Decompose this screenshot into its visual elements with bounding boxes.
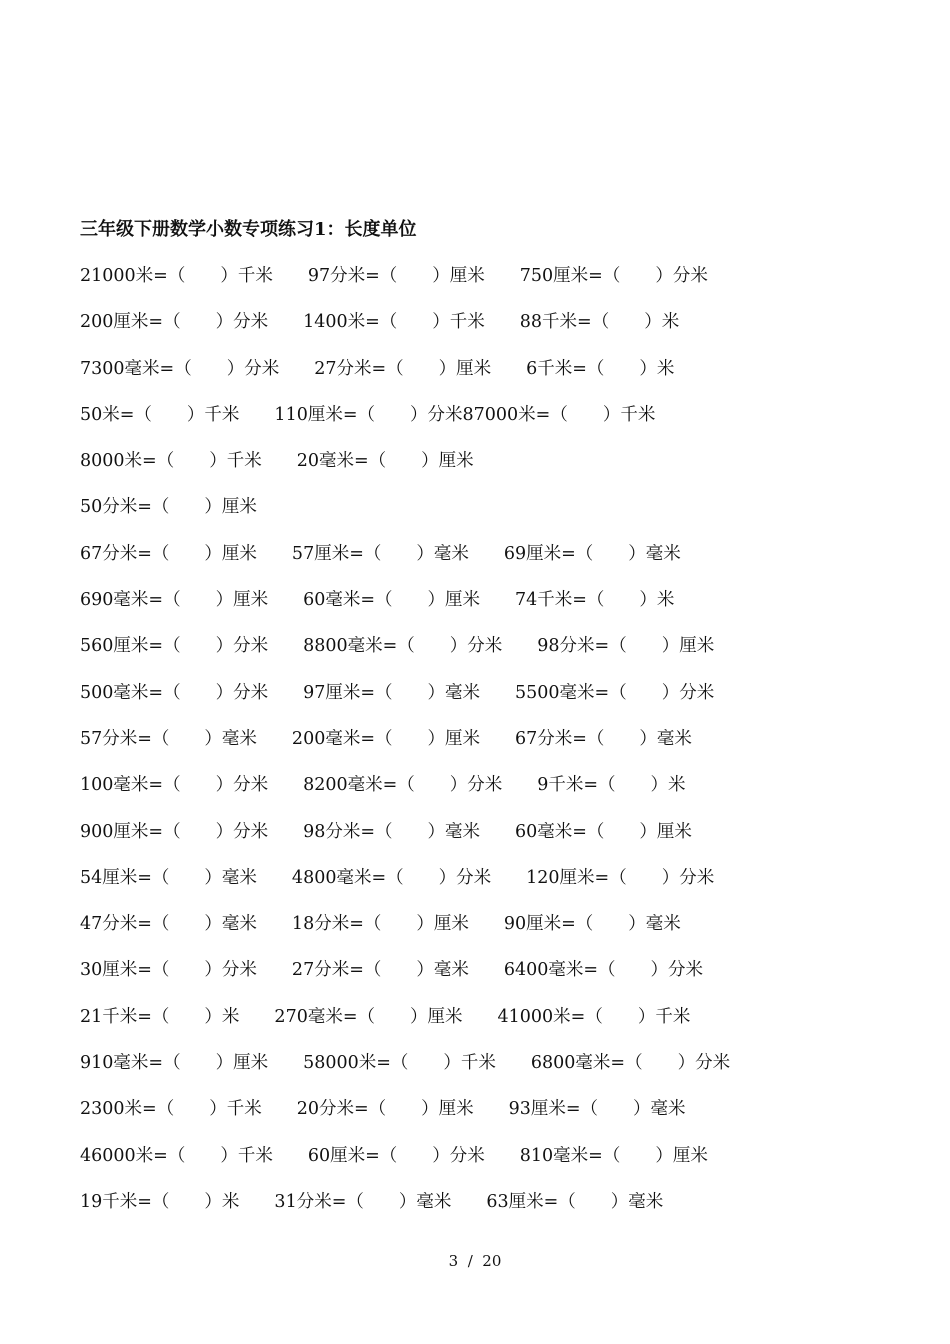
page-title: 三年级下册数学小数专项练习1：长度单位 <box>80 219 417 240</box>
exercise-line: 560厘米=（ ）分米 8800毫米=（ ）分米 98分米=（ ）厘米 <box>80 636 715 657</box>
exercise-line: 7300毫米=（ ）分米 27分米=（ ）厘米 6千米=（ ）米 <box>80 358 675 379</box>
exercise-line: 21000米=（ ）千米 97分米=（ ）厘米 750厘米=（ ）分米 <box>80 266 708 286</box>
exercise-line: 8000米=（ ）千米 20毫米=（ ）厘米 <box>80 451 474 472</box>
exercise-line: 900厘米=（ ）分米 98分米=（ ）毫米 60毫米=（ ）厘米 <box>80 821 692 842</box>
exercise-line: 19千米=（ ）米 31分米=（ ）毫米 63厘米=（ ）毫米 <box>80 1191 664 1212</box>
exercise-line: 21千米=（ ）米 270毫米=（ ）厘米 41000米=（ ）千米 <box>80 1006 691 1027</box>
exercise-line: 54厘米=（ ）毫米 4800毫米=（ ）分米 120厘米=（ ）分米 <box>80 867 715 888</box>
exercise-line: 57分米=（ ）毫米 200毫米=（ ）厘米 67分米=（ ）毫米 <box>80 728 692 749</box>
exercise-line: 47分米=（ ）毫米 18分米=（ ）厘米 90厘米=（ ）毫米 <box>80 914 681 935</box>
exercise-line: 46000米=（ ）千米 60厘米=（ ）分米 810毫米=（ ）厘米 <box>80 1145 708 1166</box>
exercise-line: 910毫米=（ ）厘米 58000米=（ ）千米 6800毫米=（ ）分米 <box>80 1053 731 1074</box>
exercise-line: 500毫米=（ ）分米 97厘米=（ ）毫米 5500毫米=（ ）分米 <box>80 682 715 703</box>
exercise-line: 100毫米=（ ）分米 8200毫米=（ ）分米 9千米=（ ）米 <box>80 775 686 796</box>
exercise-line: 690毫米=（ ）厘米 60毫米=（ ）厘米 74千米=（ ）米 <box>80 590 675 611</box>
page-number: 3 / 20 <box>448 1252 502 1270</box>
exercise-line: 67分米=（ ）厘米 57厘米=（ ）毫米 69厘米=（ ）毫米 <box>80 543 681 564</box>
exercise-line: 2300米=（ ）千米 20分米=（ ）厘米 93厘米=（ ）毫米 <box>80 1099 686 1120</box>
exercise-line: 50米=（ ）千米 110厘米=（ ）分米87000米=（ ）千米 <box>80 404 656 425</box>
exercise-line: 200厘米=（ ）分米 1400米=（ ）千米 88千米=（ ）米 <box>80 312 680 333</box>
exercise-line: 30厘米=（ ）分米 27分米=（ ）毫米 6400毫米=（ ）分米 <box>80 960 704 981</box>
exercise-list <box>80 262 880 1234</box>
exercise-line: 50分米=（ ）厘米 <box>80 497 257 518</box>
